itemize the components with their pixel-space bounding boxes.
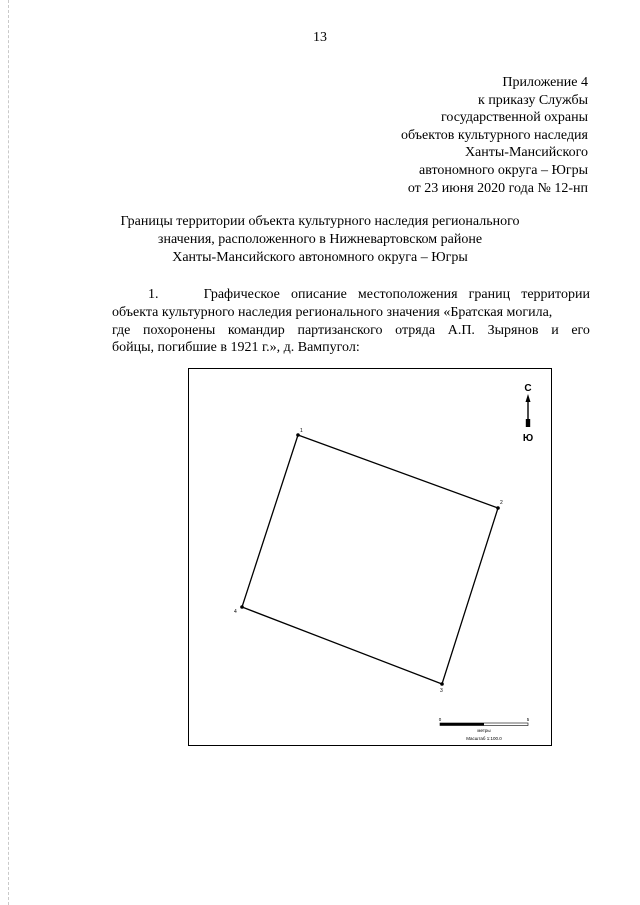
north-arrow-icon <box>526 394 531 402</box>
north-arrow <box>523 383 533 444</box>
paragraph-line <box>112 322 590 340</box>
paragraph-word: описание <box>291 287 347 302</box>
paragraph-word: где <box>112 322 131 338</box>
appendix-line: Приложение 4 <box>502 75 588 90</box>
appendix-line: автономного округа – Югры <box>419 162 588 178</box>
north-label: С <box>524 383 532 394</box>
map-drawing <box>189 369 551 745</box>
scale-bar-filled-segment <box>440 723 484 726</box>
title-line: Ханты-Мансийского автономного округа – Югры <box>172 249 468 265</box>
paragraph-word: А.П. <box>447 322 475 338</box>
vertex-point-2 <box>496 506 500 510</box>
paragraph-word: границ <box>468 287 511 302</box>
paragraph-line <box>112 304 590 322</box>
paragraph-word: похоронены <box>143 322 216 338</box>
title-line: Границы территории объекта культурного наследия регионального <box>120 214 520 229</box>
paragraph-number: 1. <box>148 287 159 302</box>
vertex-point-3 <box>440 682 444 686</box>
scale-unit-label: метры <box>477 728 491 733</box>
scale-start-label: 0 <box>438 717 442 722</box>
page-number: 13 <box>313 30 327 45</box>
appendix-line: объектов культурного наследия <box>400 127 588 143</box>
vertex-label-2: 2 <box>500 500 503 506</box>
boundary-polygon <box>242 435 498 684</box>
appendix-header <box>401 74 588 197</box>
north-arrow-base <box>526 419 530 427</box>
south-label: Ю <box>522 433 534 444</box>
scale-end-label: 5 <box>526 717 530 722</box>
paragraph-word: его <box>571 322 590 338</box>
paragraph-word: и <box>551 322 559 338</box>
appendix-line: к приказу Службы <box>478 92 588 108</box>
vertex-point-4 <box>240 605 244 609</box>
vertex-label-3: 3 <box>440 688 443 694</box>
vertex-label-1: 1 <box>300 428 303 434</box>
paragraph-word: объекта культурного наследия регионального значения «Братская могила, <box>112 304 553 320</box>
paragraph-line <box>148 286 590 304</box>
appendix-line: Ханты-Мансийского <box>464 145 588 161</box>
appendix-line: государственной охраны <box>440 110 588 126</box>
document-title <box>0 213 640 266</box>
paragraph-word: отряда <box>395 322 436 338</box>
vertex-label-4: 4 <box>234 609 237 615</box>
paragraph-word: партизанского <box>297 322 383 338</box>
paragraph-word: территории <box>521 287 590 302</box>
paragraph-word: Зырянов <box>487 322 539 338</box>
page-left-edge <box>8 0 10 905</box>
boundary-map <box>188 368 552 746</box>
title-line: значения, расположенного в Нижневартовском районе <box>157 231 483 247</box>
description-paragraph <box>112 286 590 357</box>
paragraph-line <box>112 339 590 357</box>
appendix-line: от 23 июня 2020 года № 12-нп <box>407 180 588 196</box>
scale-bar <box>439 717 530 741</box>
paragraph-word: Графическое <box>203 287 280 302</box>
paragraph-word: местоположения <box>357 287 458 302</box>
paragraph-word: командир <box>227 322 285 338</box>
paragraph-word: бойцы, погибшие в 1921 г.», д. Вампугол: <box>112 340 360 356</box>
scale-ratio-label: Масштаб 1:100.0 <box>466 736 502 741</box>
